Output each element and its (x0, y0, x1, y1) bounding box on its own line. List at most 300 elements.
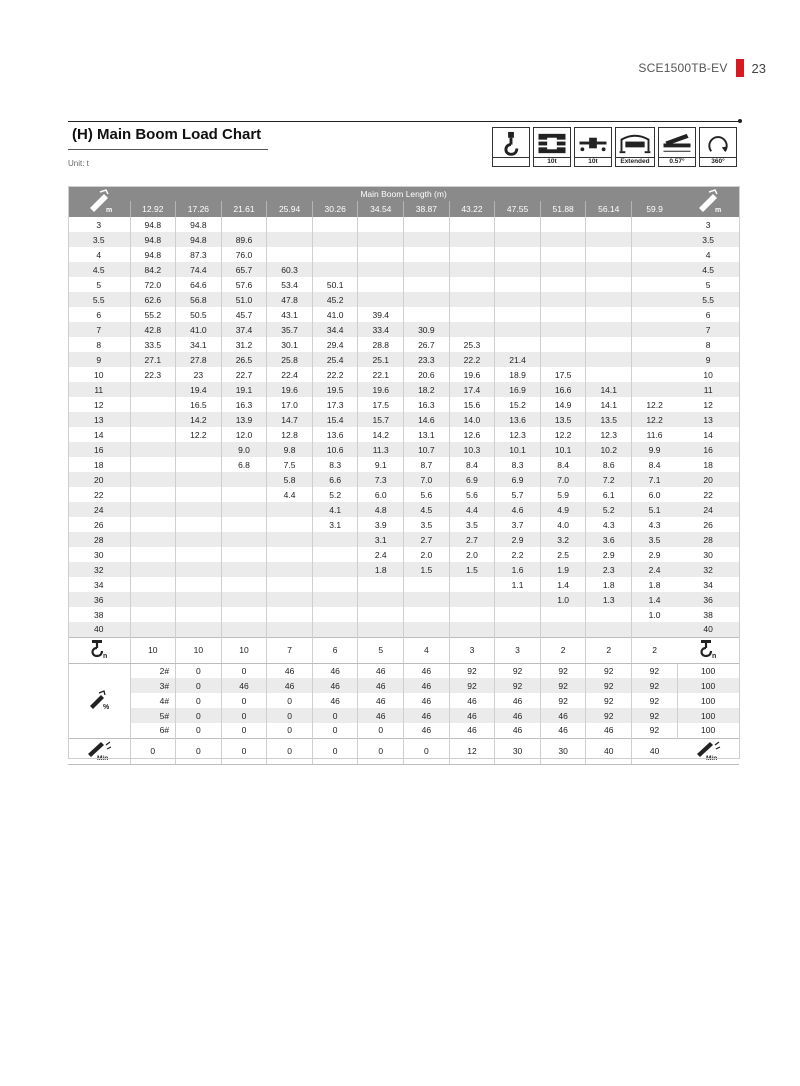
load-cell (449, 277, 495, 292)
hook-condition (492, 127, 530, 167)
load-cell (404, 232, 450, 247)
load-cell (176, 562, 222, 577)
load-cell (404, 277, 450, 292)
radius-cell: 4 (68, 247, 130, 262)
telescoping-cell: 0 (267, 708, 313, 723)
load-cell (358, 592, 404, 607)
load-cell (130, 577, 176, 592)
load-cell (267, 517, 313, 532)
load-cell: 4.8 (358, 502, 404, 517)
load-cell (176, 517, 222, 532)
load-cell: 41.0 (176, 322, 222, 337)
table-row (68, 322, 740, 337)
telescoping-cell: 0 (221, 693, 267, 708)
telescoping-cell: 46 (358, 663, 404, 678)
load-cell (632, 247, 678, 262)
boom-radius-icon (693, 188, 723, 214)
outrigger-condition (615, 127, 655, 167)
table-row (68, 217, 740, 232)
table-row (68, 262, 740, 277)
load-cell: 23.3 (404, 352, 450, 367)
page-number: 23 (751, 60, 766, 76)
load-cell (540, 232, 586, 247)
load-cell: 25.1 (358, 352, 404, 367)
load-cell (449, 262, 495, 277)
load-cell: 18.9 (495, 367, 541, 382)
load-cell (632, 232, 678, 247)
load-cell: 22.4 (267, 367, 313, 382)
load-cell (267, 622, 313, 637)
svg-text:n: n (712, 653, 717, 659)
load-cell (540, 277, 586, 292)
table-row (68, 457, 740, 472)
load-cell: 3.7 (495, 517, 541, 532)
svg-text:%: % (102, 703, 109, 711)
telescoping-cell: 46 (495, 708, 541, 723)
load-cell: 14.2 (358, 427, 404, 442)
load-cell: 1.1 (495, 577, 541, 592)
reeving-label-cell (677, 637, 739, 663)
table-row (68, 547, 740, 562)
load-cell: 47.8 (267, 292, 313, 307)
svg-text:m: m (105, 206, 112, 214)
condition-icons (492, 127, 737, 167)
telescoping-cell: 92 (449, 663, 495, 678)
title-rule (68, 149, 268, 150)
load-cell: 60.3 (267, 262, 313, 277)
reeving-hook-icon (88, 639, 110, 659)
load-cell: 4.1 (312, 502, 358, 517)
load-cell (495, 232, 541, 247)
load-cell: 13.6 (495, 412, 541, 427)
load-cell (176, 547, 222, 562)
load-cell: 1.8 (586, 577, 632, 592)
radius-cell: 40 (677, 622, 739, 637)
telescoping-cell: 100 (677, 663, 739, 678)
load-cell: 22.3 (130, 367, 176, 382)
load-cell: 5.2 (312, 487, 358, 502)
load-cell (358, 217, 404, 232)
load-cell: 65.7 (221, 262, 267, 277)
load-cell: 5.1 (632, 502, 678, 517)
radius-cell: 12 (677, 397, 739, 412)
load-cell: 26.5 (221, 352, 267, 367)
load-cell: 14.1 (586, 397, 632, 412)
svg-text:Min: Min (96, 755, 108, 761)
load-cell (312, 592, 358, 607)
telescoping-cell: 0 (176, 663, 222, 678)
load-cell: 94.8 (130, 217, 176, 232)
top-rule-dot (738, 119, 742, 123)
telescoping-cell: 92 (632, 723, 678, 738)
telescoping-cell: 92 (632, 663, 678, 678)
table-row (68, 502, 740, 517)
reeving-cell: 10 (221, 637, 267, 663)
reeving-hook-icon (697, 639, 719, 659)
reeving-cell: 3 (449, 637, 495, 663)
load-cell: 20.6 (404, 367, 450, 382)
table-row (68, 412, 740, 427)
load-cell (267, 607, 313, 622)
load-cell: 29.4 (312, 337, 358, 352)
load-cell: 7.5 (267, 457, 313, 472)
load-cell: 27.1 (130, 352, 176, 367)
telescoping-cell: 92 (586, 693, 632, 708)
table-row (68, 397, 740, 412)
load-cell: 64.6 (176, 277, 222, 292)
load-cell (130, 457, 176, 472)
load-cell (632, 307, 678, 322)
load-cell: 9.0 (221, 442, 267, 457)
telescoping-cell: 46 (404, 678, 450, 693)
min-angle-cell: 40 (632, 738, 678, 764)
table-row (68, 577, 740, 592)
load-chart-table (68, 186, 740, 765)
load-cell (176, 487, 222, 502)
load-cell (312, 622, 358, 637)
svg-text:m: m (715, 206, 722, 214)
table-row (68, 442, 740, 457)
load-cell: 9.8 (267, 442, 313, 457)
load-cell (495, 322, 541, 337)
telescoping-cell: 100 (677, 708, 739, 723)
load-cell: 8.4 (449, 457, 495, 472)
load-cell: 26.7 (404, 337, 450, 352)
load-cell: 15.6 (449, 397, 495, 412)
radius-cell: 8 (68, 337, 130, 352)
load-cell: 6.1 (586, 487, 632, 502)
boom-length-cell: 51.88 (540, 201, 586, 217)
load-cell: 8.3 (495, 457, 541, 472)
telescoping-cell: 92 (540, 678, 586, 693)
load-cell (221, 622, 267, 637)
radius-cell: 10 (677, 367, 739, 382)
load-cell: 12.3 (586, 427, 632, 442)
table-row (68, 607, 740, 622)
load-cell (221, 487, 267, 502)
telescoping-cell: 46 (404, 693, 450, 708)
load-cell: 13.6 (312, 427, 358, 442)
radius-cell: 32 (677, 562, 739, 577)
load-cell (130, 547, 176, 562)
telescoping-cell: 46 (495, 693, 541, 708)
load-cell (632, 382, 678, 397)
load-cell (267, 547, 313, 562)
telescoping-cell: 92 (632, 693, 678, 708)
load-cell: 30.9 (404, 322, 450, 337)
telescoping-cell: 46 (312, 693, 358, 708)
load-cell (495, 607, 541, 622)
load-cell (404, 292, 450, 307)
table-row (68, 592, 740, 607)
telescoping-cell: 92 (495, 678, 541, 693)
load-cell: 12.2 (176, 427, 222, 442)
load-cell (449, 307, 495, 322)
load-cell: 5.6 (449, 487, 495, 502)
load-cell: 4.4 (267, 487, 313, 502)
radius-cell: 30 (68, 547, 130, 562)
load-cell (312, 607, 358, 622)
telescoping-cell: 46 (540, 723, 586, 738)
load-cell (312, 532, 358, 547)
telescoping-cell: 92 (632, 708, 678, 723)
min-angle-icon (85, 739, 113, 761)
reeving-cell: 7 (267, 637, 313, 663)
load-cell (358, 607, 404, 622)
load-cell: 7.0 (404, 472, 450, 487)
load-cell (495, 277, 541, 292)
load-cell: 4.3 (632, 517, 678, 532)
load-cell (130, 382, 176, 397)
load-cell (449, 622, 495, 637)
load-cell: 2.7 (404, 532, 450, 547)
table-row (68, 382, 740, 397)
load-cell (586, 337, 632, 352)
load-cell: 14.2 (176, 412, 222, 427)
hook-icon (494, 130, 528, 157)
load-cell (540, 217, 586, 232)
load-cell (586, 232, 632, 247)
telescoping-cell: 46 (449, 723, 495, 738)
load-cell: 16.6 (540, 382, 586, 397)
load-cell (176, 607, 222, 622)
boom-angle-condition (658, 127, 696, 167)
load-cell (358, 262, 404, 277)
load-cell: 41.0 (312, 307, 358, 322)
load-cell: 11.6 (632, 427, 678, 442)
load-cell: 12.2 (540, 427, 586, 442)
load-cell: 1.4 (540, 577, 586, 592)
load-cell: 12.0 (221, 427, 267, 442)
radius-cell: 26 (68, 517, 130, 532)
load-cell (586, 322, 632, 337)
telescoping-cell: 0 (312, 708, 358, 723)
load-cell: 89.6 (221, 232, 267, 247)
telescoping-cell: 0 (176, 678, 222, 693)
load-cell: 13.5 (540, 412, 586, 427)
load-cell: 12.6 (449, 427, 495, 442)
load-cell: 2.5 (540, 547, 586, 562)
load-cell: 4.6 (495, 502, 541, 517)
load-cell (358, 232, 404, 247)
load-cell: 74.4 (176, 262, 222, 277)
load-cell: 33.5 (130, 337, 176, 352)
load-cell: 94.8 (130, 247, 176, 262)
radius-cell: 11 (68, 382, 130, 397)
load-cell: 45.2 (312, 292, 358, 307)
load-cell: 50.5 (176, 307, 222, 322)
section-label: 5# (130, 708, 176, 723)
radius-cell: 24 (677, 502, 739, 517)
load-cell: 94.8 (176, 232, 222, 247)
unit-label: Unit: t (68, 159, 89, 168)
load-cell (130, 607, 176, 622)
radius-cell: 11 (677, 382, 739, 397)
radius-cell: 40 (68, 622, 130, 637)
load-cell (586, 622, 632, 637)
radius-cell: 13 (68, 412, 130, 427)
min-angle-cell: 40 (586, 738, 632, 764)
min-angle-cell: 12 (449, 738, 495, 764)
load-cell: 16.5 (176, 397, 222, 412)
load-cell (404, 607, 450, 622)
telescoping-cell: 46 (358, 678, 404, 693)
min-angle-icon (694, 739, 722, 761)
min-angle-cell: 0 (267, 738, 313, 764)
load-cell (540, 607, 586, 622)
telescoping-cell: 92 (495, 663, 541, 678)
telescoping-cell: 46 (495, 723, 541, 738)
radius-cell: 14 (677, 427, 739, 442)
radius-cell: 26 (677, 517, 739, 532)
load-cell (176, 577, 222, 592)
telescoping-cell: 92 (540, 693, 586, 708)
telescoping-icon-cell (68, 663, 130, 738)
telescoping-cell: 0 (358, 723, 404, 738)
load-cell: 15.4 (312, 412, 358, 427)
load-cell: 94.8 (176, 217, 222, 232)
load-cell: 25.8 (267, 352, 313, 367)
radius-cell: 8 (677, 337, 739, 352)
boom-length-cell: 38.87 (404, 201, 450, 217)
radius-header-left (68, 186, 130, 217)
table-row (68, 277, 740, 292)
load-cell: 8.4 (540, 457, 586, 472)
load-cell: 6.0 (632, 487, 678, 502)
radius-cell: 6 (68, 307, 130, 322)
min-angle-label-cell (68, 738, 130, 764)
load-cell (221, 502, 267, 517)
telescoping-cell: 0 (221, 723, 267, 738)
boom-length-cell: 21.61 (221, 201, 267, 217)
load-cell: 6.9 (495, 472, 541, 487)
telescoping-cell: 46 (221, 678, 267, 693)
load-cell (130, 517, 176, 532)
radius-cell: 5.5 (68, 292, 130, 307)
rotation-condition (699, 127, 737, 167)
svg-text:n: n (102, 653, 108, 659)
radius-cell: 30 (677, 547, 739, 562)
reeving-cell: 4 (404, 637, 450, 663)
load-cell (221, 592, 267, 607)
load-cell (540, 322, 586, 337)
top-rule (68, 121, 740, 122)
telescoping-cell: 92 (586, 663, 632, 678)
load-cell: 8.7 (404, 457, 450, 472)
load-cell: 13.9 (221, 412, 267, 427)
radius-cell: 16 (677, 442, 739, 457)
load-cell: 19.6 (358, 382, 404, 397)
load-cell: 1.8 (632, 577, 678, 592)
load-cell (404, 217, 450, 232)
load-cell: 34.1 (176, 337, 222, 352)
load-cell (404, 262, 450, 277)
load-cell (449, 292, 495, 307)
table-row (68, 427, 740, 442)
load-cell (358, 622, 404, 637)
reeving-cell: 2 (586, 637, 632, 663)
telescoping-row (68, 663, 740, 678)
counterweight-condition-label: 10t (534, 157, 570, 166)
boom-length-cell: 25.94 (267, 201, 313, 217)
load-cell: 25.3 (449, 337, 495, 352)
table-row (68, 352, 740, 367)
accent-bar (736, 59, 744, 77)
load-cell: 22.1 (358, 367, 404, 382)
boom-length-cell: 47.55 (495, 201, 541, 217)
load-cell: 2.2 (495, 547, 541, 562)
load-cell: 4.4 (449, 502, 495, 517)
load-cell (449, 232, 495, 247)
load-cell: 19.4 (176, 382, 222, 397)
min-angle-label-cell (677, 738, 739, 764)
load-cell (130, 622, 176, 637)
radius-cell: 18 (68, 457, 130, 472)
telescoping-cell: 46 (358, 708, 404, 723)
load-cell: 14.6 (404, 412, 450, 427)
load-cell: 3.9 (358, 517, 404, 532)
telescoping-cell: 0 (176, 693, 222, 708)
load-cell: 3.1 (358, 532, 404, 547)
reeving-cell: 10 (130, 637, 176, 663)
load-cell: 6.6 (312, 472, 358, 487)
telescoping-cell: 100 (677, 723, 739, 738)
load-cell: 16.9 (495, 382, 541, 397)
load-cell (495, 217, 541, 232)
section-label: 2# (130, 663, 176, 678)
load-cell: 35.7 (267, 322, 313, 337)
reeving-cell: 2 (632, 637, 678, 663)
load-cell: 14.1 (586, 382, 632, 397)
load-cell: 2.0 (404, 547, 450, 562)
section-label: 3# (130, 678, 176, 693)
load-cell (130, 532, 176, 547)
load-cell: 37.4 (221, 322, 267, 337)
load-cell (267, 247, 313, 262)
telescoping-cell: 46 (540, 708, 586, 723)
boom-length-cell: 17.26 (176, 201, 222, 217)
load-cell: 53.4 (267, 277, 313, 292)
load-cell: 17.3 (312, 397, 358, 412)
table-row (68, 562, 740, 577)
reeving-label-cell (68, 637, 130, 663)
load-cell (176, 457, 222, 472)
load-cell: 34.4 (312, 322, 358, 337)
load-cell: 17.4 (449, 382, 495, 397)
telescoping-cell: 92 (449, 678, 495, 693)
telescoping-cell: 0 (176, 708, 222, 723)
min-angle-cell: 30 (495, 738, 541, 764)
load-cell: 12.2 (632, 412, 678, 427)
load-cell: 27.8 (176, 352, 222, 367)
reeving-cell: 5 (358, 637, 404, 663)
load-cell (176, 472, 222, 487)
min-angle-cell: 0 (176, 738, 222, 764)
boom-length-cell: 43.22 (449, 201, 495, 217)
min-angle-cell: 0 (130, 738, 176, 764)
load-cell (358, 577, 404, 592)
load-cell (130, 562, 176, 577)
load-cell: 10.7 (404, 442, 450, 457)
load-cell (312, 547, 358, 562)
table-row (68, 622, 740, 637)
load-cell (586, 277, 632, 292)
telescoping-row (68, 723, 740, 738)
load-cell: 13.5 (586, 412, 632, 427)
load-cell: 4.0 (540, 517, 586, 532)
telescoping-cell: 92 (586, 678, 632, 693)
min-angle-row (68, 738, 740, 764)
